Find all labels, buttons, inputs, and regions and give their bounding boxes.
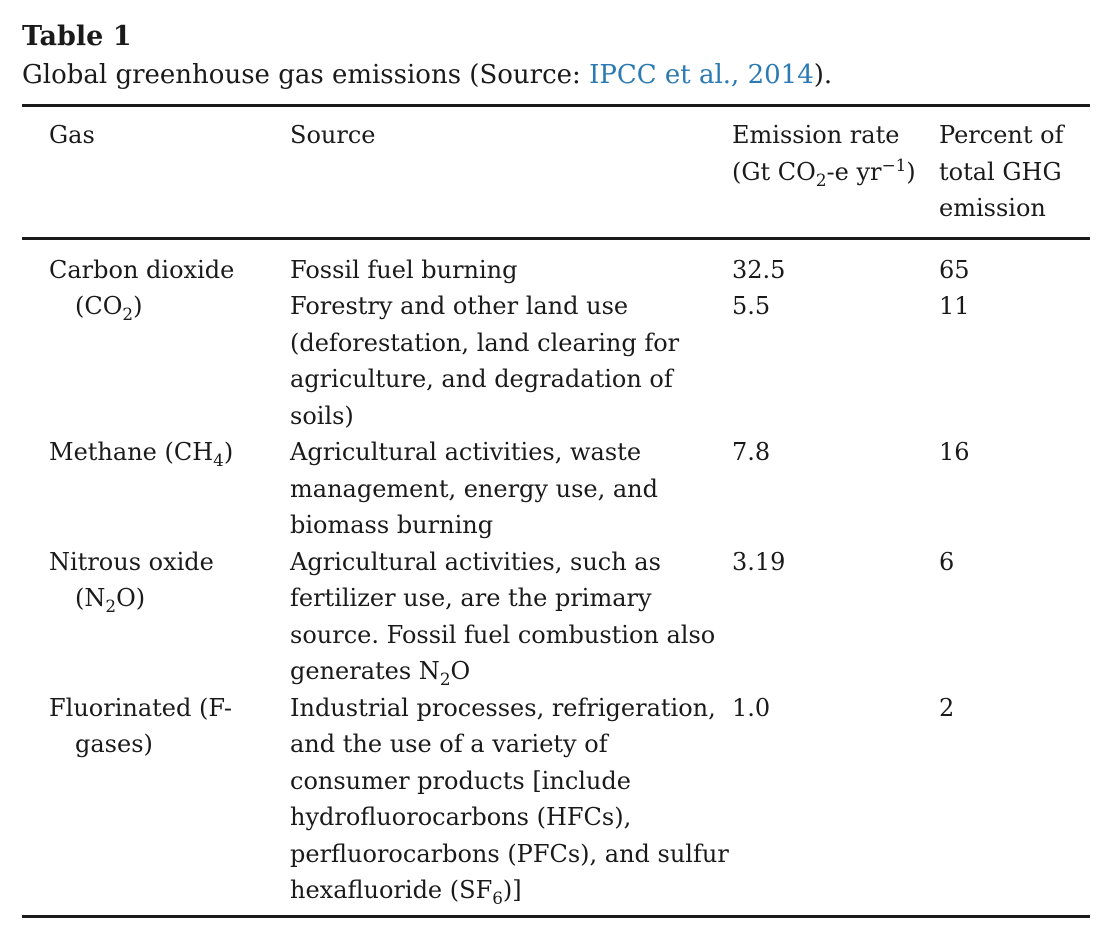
cell-rate: 3.19 xyxy=(732,547,786,576)
caption-text-after: ). xyxy=(813,60,833,90)
cell-gas: Fluorinated (F-gases) xyxy=(49,693,233,758)
table-row xyxy=(22,690,1090,917)
header-row xyxy=(22,106,1090,239)
cell-percent: 16 xyxy=(939,438,970,466)
header-percent: Percent of total GHG emission xyxy=(939,121,1064,222)
table-label: Table 1 xyxy=(22,21,132,52)
cell-source: Industrial processes, refrigeration, and the use of a variety of consumer products [include hydrofluorocarbons (HFCs), perfluorocarbons (PFCs), and sulfur hexafluoride $(SF_6)$] xyxy=(290,693,729,908)
caption-text-before: Global greenhouse gas emissions (Source: xyxy=(22,60,590,90)
cell-source: Agricultural activities, waste management, energy use, and biomass burning xyxy=(290,438,658,539)
table-caption xyxy=(22,56,1090,94)
cell-rate: 1.0 xyxy=(732,693,771,722)
table-row xyxy=(22,544,1090,690)
cell-rate: 32.5 5.5 xyxy=(732,255,786,320)
header-gas: Gas xyxy=(49,121,95,149)
cell-percent: 2 xyxy=(939,693,955,722)
cell-percent: 65 11 xyxy=(939,255,970,320)
cell-source: Agricultural activities, such as fertilizer use, are the primary source. Fossil fuel combustion also generates $N_2O$ xyxy=(290,547,716,689)
table-row xyxy=(22,434,1090,544)
table-container xyxy=(22,18,1090,918)
citation-link[interactable]: IPCC et al., 2014 xyxy=(589,60,814,90)
cell-gas: Methane $(CH_4)$ xyxy=(49,438,234,470)
cell-rate: 7.8 xyxy=(732,438,771,466)
table-row xyxy=(22,238,1090,434)
cell-gas: Carbon dioxide $(CO_2)$ xyxy=(49,255,235,324)
header-emission-rate: Emission rate (Gt $CO_2-e$ $yr^{-1}$) xyxy=(732,121,916,190)
header-source: Source xyxy=(290,121,376,149)
cell-source: Fossil fuel burning Forestry and other land use (deforestation, land clearing for agriculture, and degradation of soils) xyxy=(290,255,680,430)
cell-gas: Nitrous oxide $(N_2O)$ xyxy=(49,547,214,616)
cell-percent: 6 xyxy=(939,547,955,576)
emissions-table xyxy=(22,104,1090,918)
